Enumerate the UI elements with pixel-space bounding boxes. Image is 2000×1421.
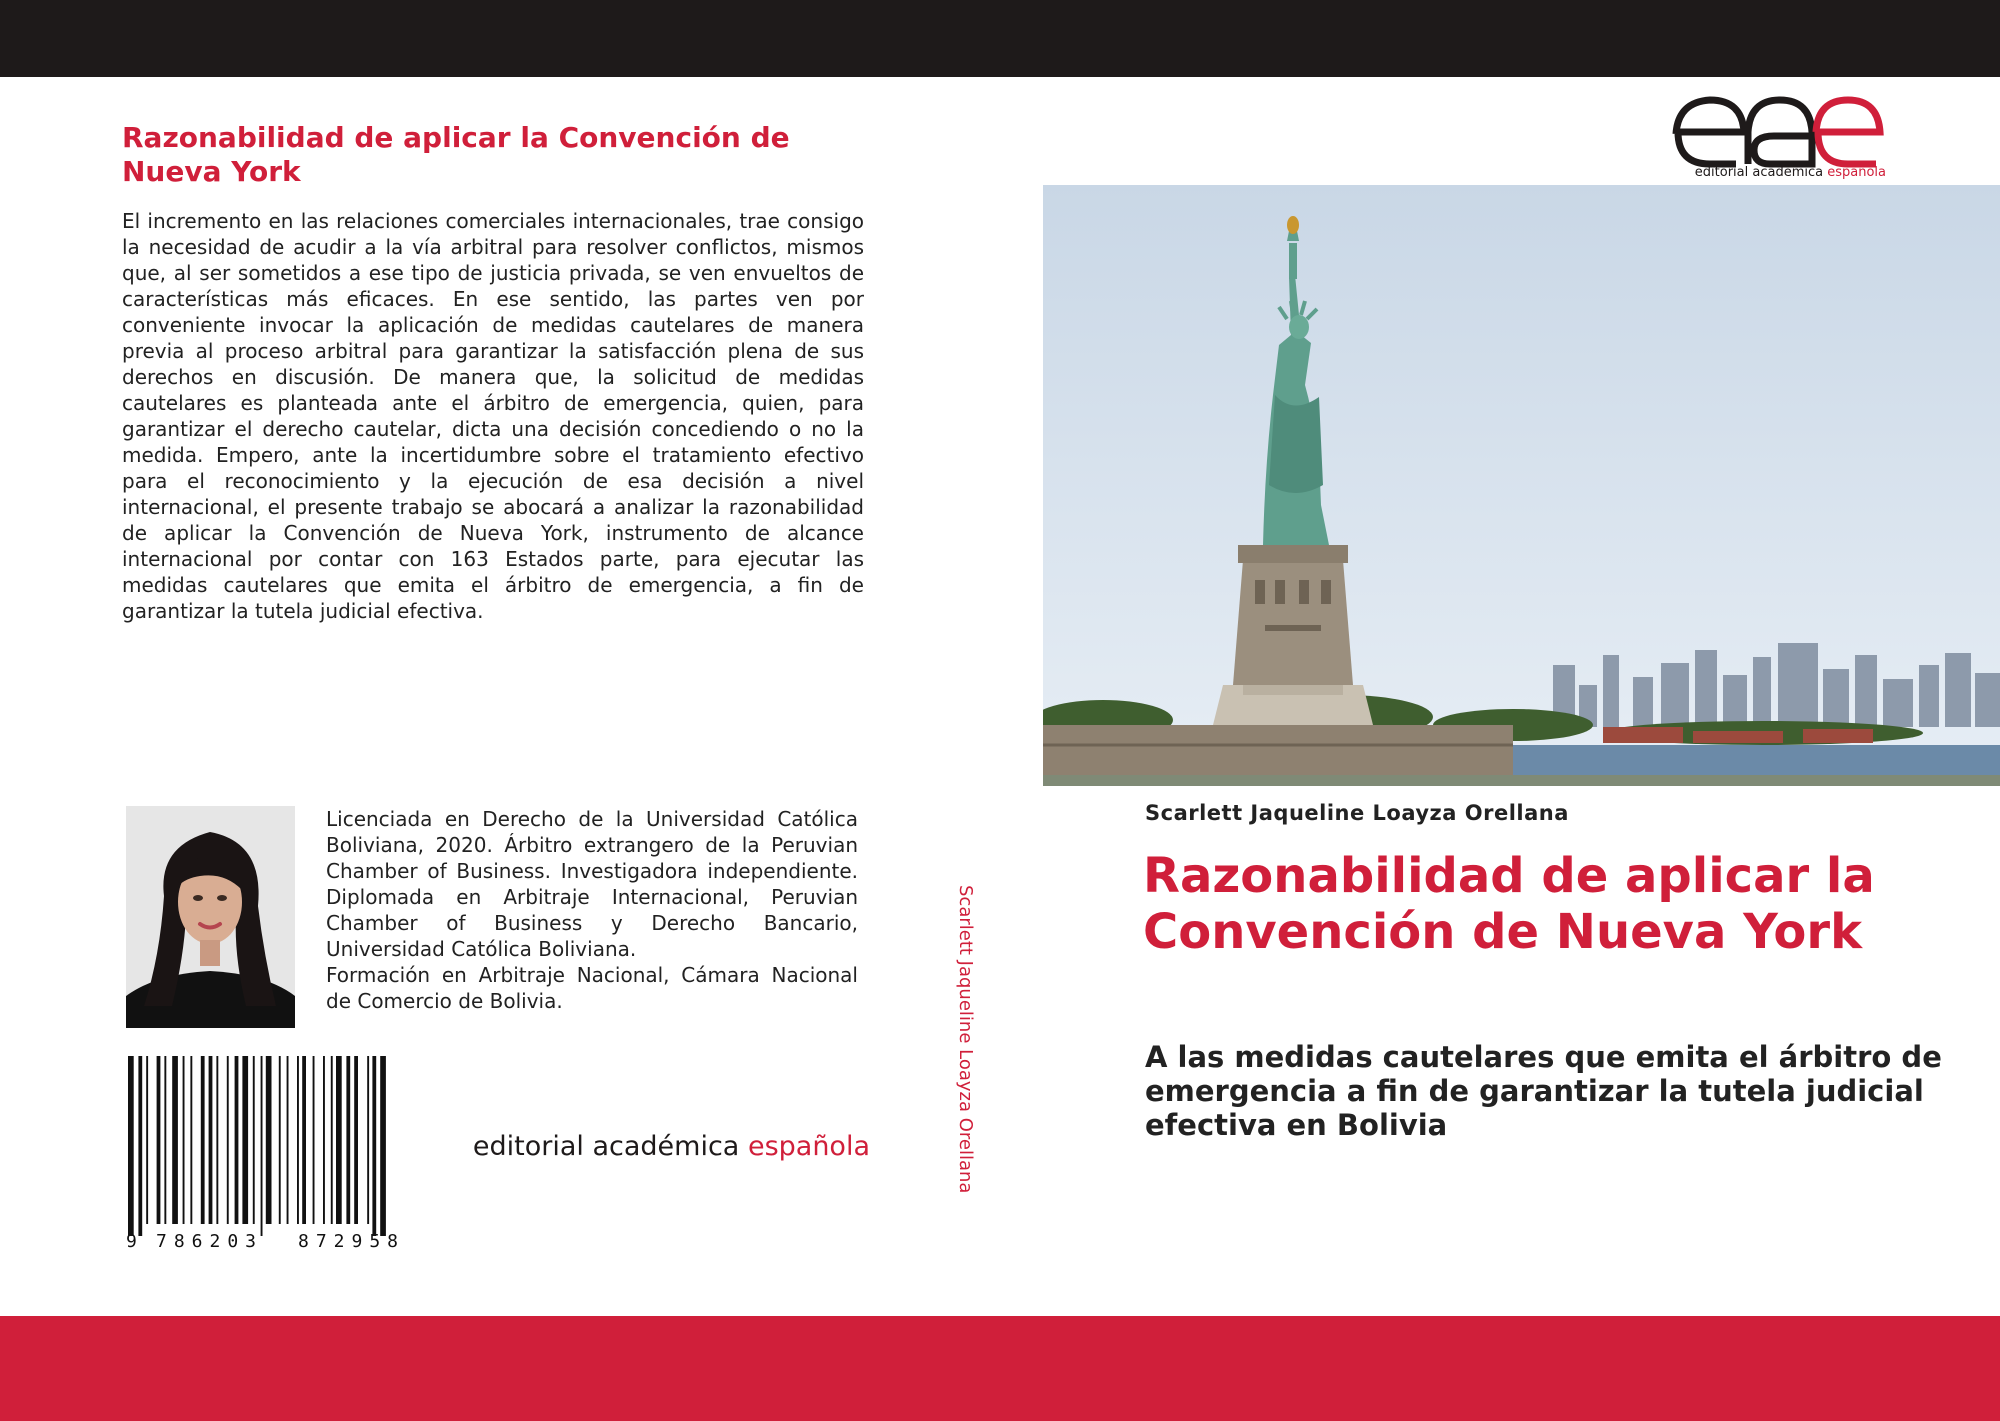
front-cover-title: Razonabilidad de aplicar la Convención de Nueva York (1143, 848, 1875, 960)
barcode-bar (354, 1056, 358, 1224)
author-bio-paragraph-2: Formación en Arbitraje Nacional, Cámara Nacional de Comercio de Bolivia. (326, 963, 858, 1013)
isbn-barcode (126, 1056, 446, 1251)
back-cover-title: Razonabilidad de aplicar la Convención de Nueva York (122, 121, 790, 188)
barcode-bar (138, 1056, 142, 1236)
barcode-bar (190, 1056, 192, 1224)
barcode-bar (235, 1056, 239, 1224)
top-dark-band (0, 0, 2000, 77)
barcode-bar (367, 1056, 369, 1224)
cover-photo-statue-of-liberty (1043, 185, 2000, 786)
barcode-bar (164, 1056, 166, 1224)
barcode-bar (146, 1056, 148, 1224)
barcode-bar (216, 1056, 218, 1224)
barcode-bar (261, 1056, 263, 1236)
front-cover-author: Scarlett Jaqueline Loayza Orellana (1145, 801, 1569, 825)
isbn-digits-group-1: 786203 (156, 1231, 264, 1251)
barcode-bar (266, 1056, 272, 1224)
author-photo (126, 806, 295, 1028)
barcode-bar (331, 1056, 333, 1224)
barcode-bar (313, 1056, 315, 1224)
back-cover-blurb: El incremento en las relaciones comerciales internacionales, trae consigo la necesidad de acudir a la vía arbitral para resolver conflictos, mismos que, al ser sometidos a ese tipo de justicia privada, se ven envueltos de características más eficaces. En ese sentido, las partes ven por conveniente invocar la aplicación de medidas cautelares de manera previa al proceso arbitral para garantizar la satisfacción plena de sus derechos en discusión. De manera que, la solicitud de medidas cautelares es planteada ante el árbitro de emergencia, quien, para garantizar el derecho cautelar, dicta una decisión concediendo o no la medida. Empero, ante la incertidumbre sobre el tratamiento efectivo para el reconocimiento y la ejecución de esa decisión a nivel internacional, el presente trabajo se abocará a analizar la razonabilidad de aplicar la Convención de Nueva York, instrumento de alcance internacional por contar con 163 Estados parte, para ejecutar las medidas cautelares que emita el árbitro de emergencia, a fin de garantizar la tutela judicial efectiva. (122, 209, 864, 623)
barcode-bar (323, 1056, 325, 1224)
barcode-bar (279, 1056, 281, 1224)
front-cover-subtitle: A las medidas cautelares que emita el árbitro de emergencia a fin de garantizar la tutela judicial efectiva en Bolivia (1145, 1040, 1942, 1142)
author-bio-paragraph-1: Licenciada en Derecho de la Universidad Católica Boliviana, 2020. Árbitro extrangero de la Peruvian Chamber of Business. Investigadora independiente. Diplomada en Arbitraje Internacional, Peruvian Chamber of Business y Derecho Bancario, Universidad Católica Boliviana. (326, 807, 858, 961)
barcode-bar (297, 1056, 299, 1224)
logo-caption-accent: española (1827, 165, 1886, 180)
barcode-bar (372, 1056, 376, 1236)
barcode-bar (201, 1056, 205, 1224)
barcode-bar (287, 1056, 289, 1224)
barcode-bar (346, 1056, 350, 1224)
barcode-bar (128, 1056, 134, 1236)
author-bio (326, 806, 858, 1014)
barcode-bar (172, 1056, 178, 1224)
author-portrait-graphic (126, 806, 295, 1028)
barcode-bar (183, 1056, 185, 1224)
logo-caption (1650, 164, 1886, 182)
barcode-bar (336, 1056, 342, 1224)
isbn-digits-group-2: 872958 (298, 1231, 406, 1251)
barcode-bar (227, 1056, 229, 1224)
barcode-bar (209, 1056, 213, 1224)
statue-of-liberty-illustration (1043, 185, 2000, 786)
isbn-digit-lead: 9 (126, 1231, 137, 1251)
barcode-bar (380, 1056, 386, 1236)
bottom-red-band (0, 1316, 2000, 1421)
barcode-bar (302, 1056, 306, 1224)
barcode-bar (253, 1056, 255, 1224)
spine-author: Scarlett Jaqueline Loayza Orellana (955, 885, 976, 1194)
back-publisher-name (460, 1130, 870, 1164)
back-publisher-accent: española (747, 1131, 870, 1162)
barcode-bar (242, 1056, 248, 1224)
back-publisher-main: editorial académica (472, 1131, 740, 1162)
logo-caption-main: editorial académica (1694, 165, 1824, 180)
barcode-bar (157, 1056, 161, 1224)
